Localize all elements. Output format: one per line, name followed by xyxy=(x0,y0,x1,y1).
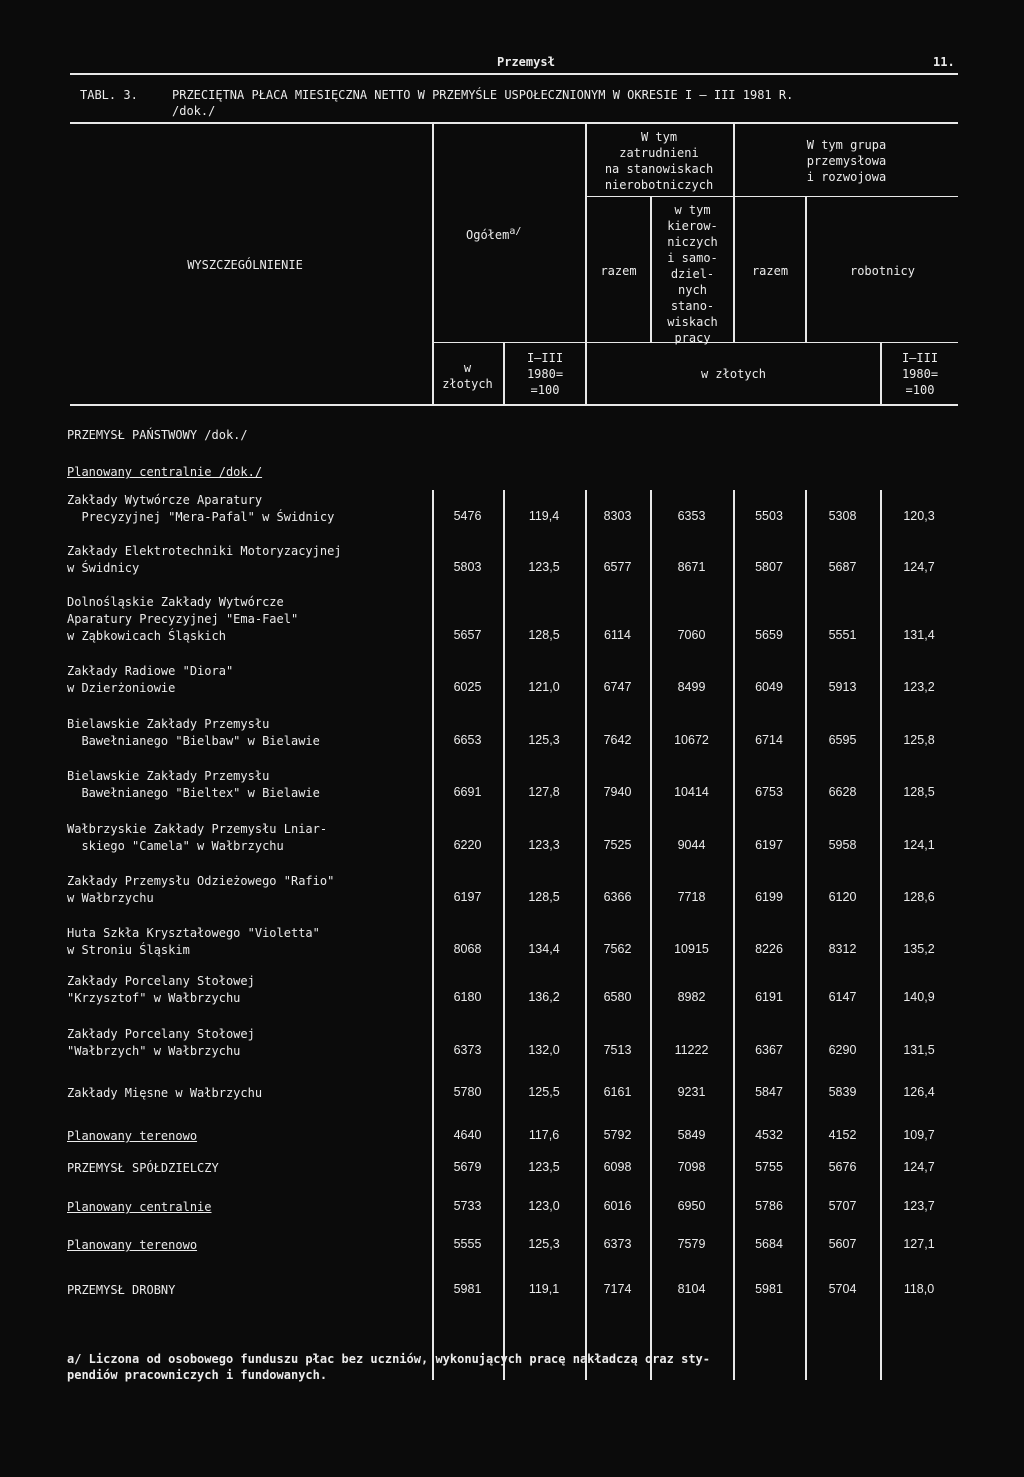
row-label: Wałbrzyskie Zakłady Przemysłu Lniar- skiego "Camela" w Wałbrzychu xyxy=(67,822,328,853)
header-bottom-rule xyxy=(70,404,958,406)
table-cell: 119,4 xyxy=(528,509,560,523)
table-cell: 7718 xyxy=(677,890,706,904)
table-cell: 7060 xyxy=(677,628,706,642)
table-cell: 10672 xyxy=(674,733,709,747)
table-cell: 6191 xyxy=(755,990,783,1004)
row-label: Zakłady Wytwórcze Aparatury Precyzyjnej "Mera-Pafal" w Świdnicy xyxy=(67,493,335,524)
table-cell: 6197 xyxy=(755,838,783,852)
table-cell: 8312 xyxy=(828,942,857,956)
table-cell: 8104 xyxy=(677,1282,706,1296)
table-cell: 131,4 xyxy=(903,628,935,642)
table-cell: 7562 xyxy=(603,942,632,956)
table-cell: 4152 xyxy=(828,1128,857,1142)
footnote-line-2: pendiów pracowniczych i fundowanych. xyxy=(67,1368,328,1382)
table-cell: 4532 xyxy=(755,1128,783,1142)
table-cell: 125,3 xyxy=(528,733,560,747)
section-planowany-centralnie: Planowany centralnie /dok./ xyxy=(67,465,263,479)
table-cell: 123,5 xyxy=(528,560,560,574)
table-cell: 5849 xyxy=(677,1128,706,1142)
table-cell: 119,1 xyxy=(528,1282,560,1296)
table-cell: 127,1 xyxy=(903,1237,935,1251)
header-razem-1: razem xyxy=(600,264,637,278)
table-label: TABL. 3. xyxy=(80,88,138,102)
table-cell: 128,5 xyxy=(528,628,560,642)
table-cell: 123,3 xyxy=(528,838,560,852)
table-cell: 6366 xyxy=(603,890,632,904)
table-cell: 6120 xyxy=(828,890,857,904)
table-cell: 8499 xyxy=(677,680,706,694)
row-label: Bielawskie Zakłady Przemysłu Bawełnianego "Bielbaw" w Bielawie xyxy=(67,717,320,748)
row-label: Bielawskie Zakłady Przemysłu Bawełnianego "Bieltex" w Bielawie xyxy=(67,769,320,800)
table-cell: 7642 xyxy=(603,733,632,747)
table-cell: 4640 xyxy=(453,1128,482,1142)
table-cell: 118,0 xyxy=(903,1282,935,1296)
table-cell: 6714 xyxy=(755,733,783,747)
table-cell: 6753 xyxy=(755,785,783,799)
table-cell: 132,0 xyxy=(528,1043,560,1057)
header-razem-2: razem xyxy=(751,264,789,278)
header-mid-rule xyxy=(585,196,958,197)
table-cell: 8303 xyxy=(603,509,632,523)
row-label: Planowany terenowo xyxy=(67,1129,198,1143)
table-cell: 5981 xyxy=(453,1282,482,1296)
page-section-title: Przemysł xyxy=(497,55,555,69)
row-label: PRZEMYSŁ SPÓŁDZIELCZY xyxy=(67,1161,219,1175)
table-cell: 5839 xyxy=(828,1085,857,1099)
table-cell: 125,3 xyxy=(528,1237,560,1251)
table-cell: 120,3 xyxy=(903,509,935,523)
table-cell: 6180 xyxy=(453,990,482,1004)
table-cell: 135,2 xyxy=(903,942,935,956)
table-cell: 123,7 xyxy=(903,1199,935,1213)
table-cell: 6595 xyxy=(828,733,857,747)
table-cell: 134,4 xyxy=(528,942,560,956)
table-cell: 7174 xyxy=(603,1282,632,1296)
table-title-cont: /dok./ xyxy=(172,104,216,118)
table-cell: 124,1 xyxy=(903,838,935,852)
row-label: Zakłady Mięsne w Wałbrzychu xyxy=(67,1086,263,1100)
table-cell: 5555 xyxy=(453,1237,482,1251)
table-cell: 5679 xyxy=(453,1160,482,1174)
table-cell: 6290 xyxy=(828,1043,857,1057)
table-cell: 10915 xyxy=(674,942,709,956)
table-cell: 7513 xyxy=(603,1043,632,1057)
row-label: Zakłady Przemysłu Odzieżowego "Rafio" w Wałbrzychu xyxy=(67,874,335,905)
top-rule xyxy=(70,73,958,75)
header-w-tym-zatrudnieni: W tym zatrudnieni na stanowiskach nierobotniczych xyxy=(604,130,714,192)
table-cell: 6653 xyxy=(453,733,482,747)
table-cell: 5657 xyxy=(453,628,482,642)
table-cell: 6025 xyxy=(453,680,482,694)
footnote-line-1: a/ Liczona od osobowego funduszu płac bez uczniów, wykonujących pracę nakładczą oraz sty- xyxy=(67,1352,710,1366)
table-cell: 123,0 xyxy=(528,1199,560,1213)
table-cell: 6950 xyxy=(677,1199,706,1213)
table-cell: 125,8 xyxy=(903,733,935,747)
table-cell: 6628 xyxy=(828,785,857,799)
header-w-zlotych-1: w złotych xyxy=(442,361,493,391)
table-cell: 131,5 xyxy=(903,1043,935,1057)
table-cell: 5807 xyxy=(755,560,783,574)
row-label: Planowany terenowo xyxy=(67,1238,198,1252)
table-cell: 5847 xyxy=(755,1085,783,1099)
header-top-rule xyxy=(70,122,958,124)
header-w-zlotych-2: w złotych xyxy=(700,367,767,381)
table-cell: 123,2 xyxy=(903,680,935,694)
table-cell: 123,5 xyxy=(528,1160,560,1174)
table-cell: 136,2 xyxy=(528,990,560,1004)
table-cell: 6580 xyxy=(603,990,632,1004)
table-cell: 6199 xyxy=(755,890,783,904)
header-index-2: I–III 1980= =100 xyxy=(901,351,939,397)
table-cell: 10414 xyxy=(674,785,709,799)
header-w-tym-grupa: W tym grupa przemysłowa i rozwojowa xyxy=(806,138,887,184)
row-label: Zakłady Porcelany Stołowej "Krzysztof" w Wałbrzychu xyxy=(67,974,255,1005)
table-cell: 121,0 xyxy=(528,680,560,694)
table-cell: 6016 xyxy=(603,1199,632,1213)
table-cell: 11222 xyxy=(674,1043,709,1057)
section-przemysl-panstwowy: PRZEMYSŁ PAŃSTWOWY /dok./ xyxy=(67,428,248,442)
table-cell: 5684 xyxy=(755,1237,783,1251)
table-cell: 6197 xyxy=(453,890,482,904)
table-cell: 8671 xyxy=(677,560,706,574)
table-title: PRZECIĘTNA PŁACA MIESIĘCZNA NETTO W PRZEMYŚLE USPOŁECZNIONYM W OKRESIE I – III 1981 R. xyxy=(172,88,794,102)
table-cell: 5676 xyxy=(828,1160,857,1174)
table-cell: 6577 xyxy=(603,560,632,574)
table-cell: 5913 xyxy=(828,680,857,694)
table-cell: 9044 xyxy=(677,838,706,852)
table-cell: 128,5 xyxy=(903,785,935,799)
table-cell: 5780 xyxy=(453,1085,482,1099)
table-cell: 5503 xyxy=(755,509,783,523)
table-cell: 6147 xyxy=(828,990,857,1004)
table-cell: 6220 xyxy=(453,838,482,852)
table-cell: 8982 xyxy=(677,990,706,1004)
table-cell: 126,4 xyxy=(903,1085,935,1099)
table-cell: 5551 xyxy=(828,628,857,642)
row-label: Zakłady Radiowe "Diora" w Dzierżoniowie xyxy=(67,664,234,695)
table-cell: 124,7 xyxy=(903,1160,935,1174)
table-cell: 109,7 xyxy=(903,1128,935,1142)
table-cell: 128,5 xyxy=(528,890,560,904)
row-label: Dolnośląskie Zakłady Wytwórcze Aparatury Precyzyjnej "Ema-Fael" w Ząbkowicach Śląskich xyxy=(67,595,299,643)
table-cell: 6373 xyxy=(603,1237,632,1251)
table-cell: 117,6 xyxy=(528,1128,560,1142)
table-cell: 6747 xyxy=(603,680,632,694)
table-cell: 7098 xyxy=(677,1160,706,1174)
table-cell: 6161 xyxy=(603,1085,632,1099)
table-cell: 7940 xyxy=(603,785,632,799)
table-cell: 5755 xyxy=(755,1160,783,1174)
table-cell: 6353 xyxy=(677,509,706,523)
table-cell: 5308 xyxy=(828,509,857,523)
row-label: Zakłady Porcelany Stołowej "Wałbrzych" w Wałbrzychu xyxy=(67,1027,255,1058)
table-cell: 8226 xyxy=(755,942,783,956)
table-cell: 5803 xyxy=(453,560,482,574)
table-cell: 6098 xyxy=(603,1160,632,1174)
table-cell: 5707 xyxy=(828,1199,857,1213)
table-cell: 8068 xyxy=(453,942,482,956)
header-ogolem: Ogółem$^{a/}$ xyxy=(466,226,522,242)
row-label: PRZEMYSŁ DROBNY xyxy=(67,1283,176,1297)
table-cell: 6114 xyxy=(604,628,631,642)
table-cell: 5476 xyxy=(453,509,482,523)
table-cell: 5704 xyxy=(828,1282,857,1296)
table-cell: 6049 xyxy=(755,680,783,694)
row-label: Planowany centralnie xyxy=(67,1200,212,1214)
table-cell: 5958 xyxy=(828,838,857,852)
table-cell: 125,5 xyxy=(528,1085,560,1099)
page-number: 11. xyxy=(933,55,955,69)
table-cell: 7579 xyxy=(677,1237,706,1251)
table-cell: 124,7 xyxy=(903,560,935,574)
table-cell: 5659 xyxy=(755,628,783,642)
table-cell: 6373 xyxy=(453,1043,482,1057)
table-cell: 5607 xyxy=(828,1237,857,1251)
table-cell: 127,8 xyxy=(528,785,560,799)
table-cell: 9231 xyxy=(677,1085,706,1099)
footnote-ref: a/ xyxy=(509,226,522,237)
table-cell: 140,9 xyxy=(903,990,935,1004)
table-cell: 5687 xyxy=(828,560,857,574)
header-index-1: I–III 1980= =100 xyxy=(526,351,564,397)
table-cell: 128,6 xyxy=(903,890,935,904)
table-cell: 6367 xyxy=(755,1043,783,1057)
table-cell: 7525 xyxy=(603,838,632,852)
table-cell: 6691 xyxy=(453,785,482,799)
table-cell: 5733 xyxy=(453,1199,482,1213)
header-robotnicy: robotnicy xyxy=(849,264,916,278)
table-cell: 5786 xyxy=(755,1199,783,1213)
row-label: Zakłady Elektrotechniki Motoryzacyjnej w Świdnicy xyxy=(67,544,342,575)
table-cell: 5792 xyxy=(603,1128,632,1142)
header-w-tym-kierownicy: w tym kierow- niczych i samo- dziel- nych stano- wiskach pracy xyxy=(667,203,718,345)
row-label: Huta Szkła Kryształowego "Violetta" w Stroniu Śląskim xyxy=(67,926,320,957)
header-wyszczegolnienie: WYSZCZEGÓLNIENIE xyxy=(187,258,303,272)
table-cell: 5981 xyxy=(755,1282,783,1296)
